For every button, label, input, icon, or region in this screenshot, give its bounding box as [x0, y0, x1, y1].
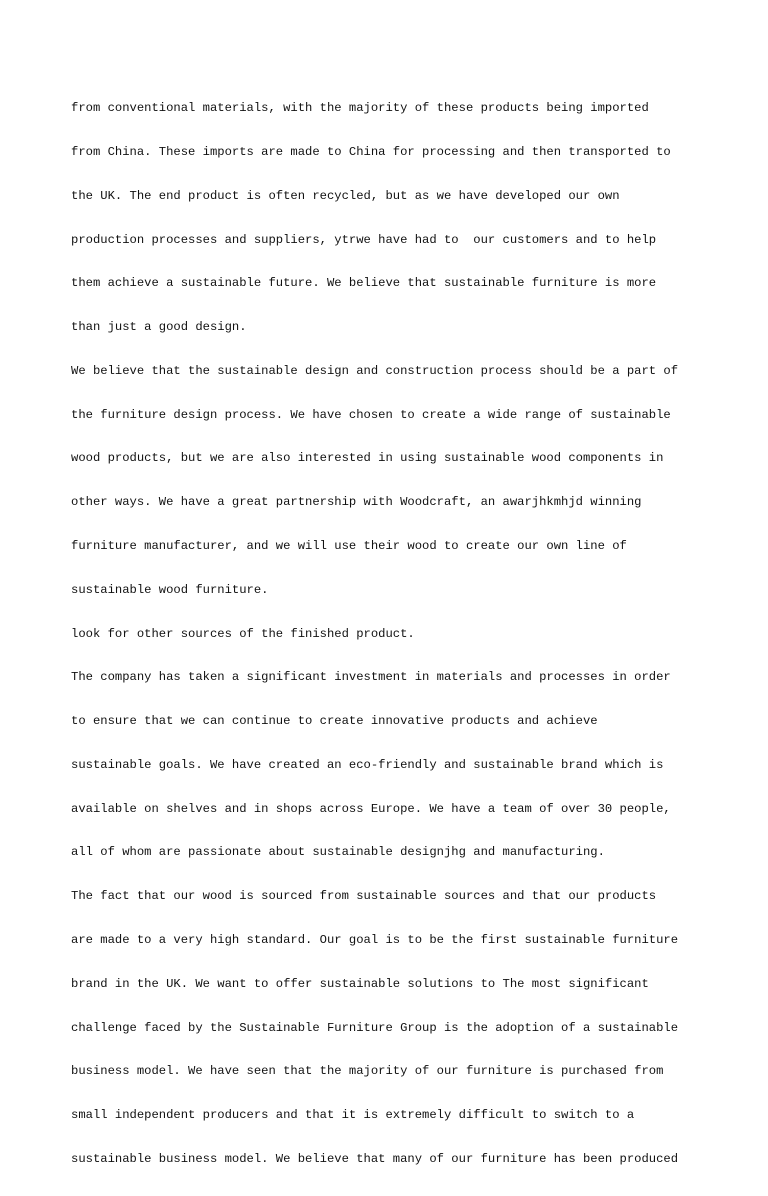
text-line: small independent producers and that it is extremely difficult to switch to a	[71, 1108, 635, 1123]
text-line: business model. We have seen that the majority of our furniture is purchased from	[71, 1064, 664, 1079]
text-line: other ways. We have a great partnership with Woodcraft, an awarjhkmhjd winning	[71, 495, 642, 510]
text-line: all of whom are passionate about sustainable designjhg and manufacturing.	[71, 845, 605, 860]
text-line: are made to a very high standard. Our goal is to be the first sustainable furniture	[71, 933, 679, 948]
text-line: We believe that the sustainable design and construction process should be a part of	[71, 363, 679, 378]
text-line: the UK. The end product is often recycled, but as we have developed our own	[71, 188, 620, 203]
text-line: sustainable business model. We believe that many of our furniture has been produced	[71, 1151, 679, 1166]
document-body-text	[71, 72, 711, 1196]
text-line: brand in the UK. We want to offer sustainable solutions to The most significant	[71, 976, 649, 991]
text-line: The fact that our wood is sourced from sustainable sources and that our products	[71, 889, 657, 904]
text-line: sustainable goals. We have created an eco-friendly and sustainable brand which is	[71, 757, 664, 772]
text-line: available on shelves and in shops across Europe. We have a team of over 30 people,	[71, 801, 671, 816]
text-line: sustainable wood furniture.	[71, 582, 269, 597]
text-line: the furniture design process. We have chosen to create a wide range of sustainable	[71, 407, 671, 422]
text-line: them achieve a sustainable future. We believe that sustainable furniture is more	[71, 276, 657, 291]
text-line: to ensure that we can continue to create innovative products and achieve	[71, 714, 598, 729]
text-line: The company has taken a significant investment in materials and processes in order	[71, 670, 671, 685]
text-line: from China. These imports are made to China for processing and then transported to	[71, 144, 671, 159]
text-line: production processes and suppliers, ytrwe have had to our customers and to help	[71, 232, 657, 247]
text-line: from conventional materials, with the majority of these products being imported	[71, 101, 649, 116]
text-line: than just a good design.	[71, 320, 247, 335]
text-line: wood products, but we are also interested in using sustainable wood components in	[71, 451, 664, 466]
text-line: furniture manufacturer, and we will use their wood to create our own line of	[71, 539, 627, 553]
text-line: look for other sources of the finished product.	[71, 626, 415, 641]
text-line: challenge faced by the Sustainable Furniture Group is the adoption of a sustainable	[71, 1020, 679, 1035]
